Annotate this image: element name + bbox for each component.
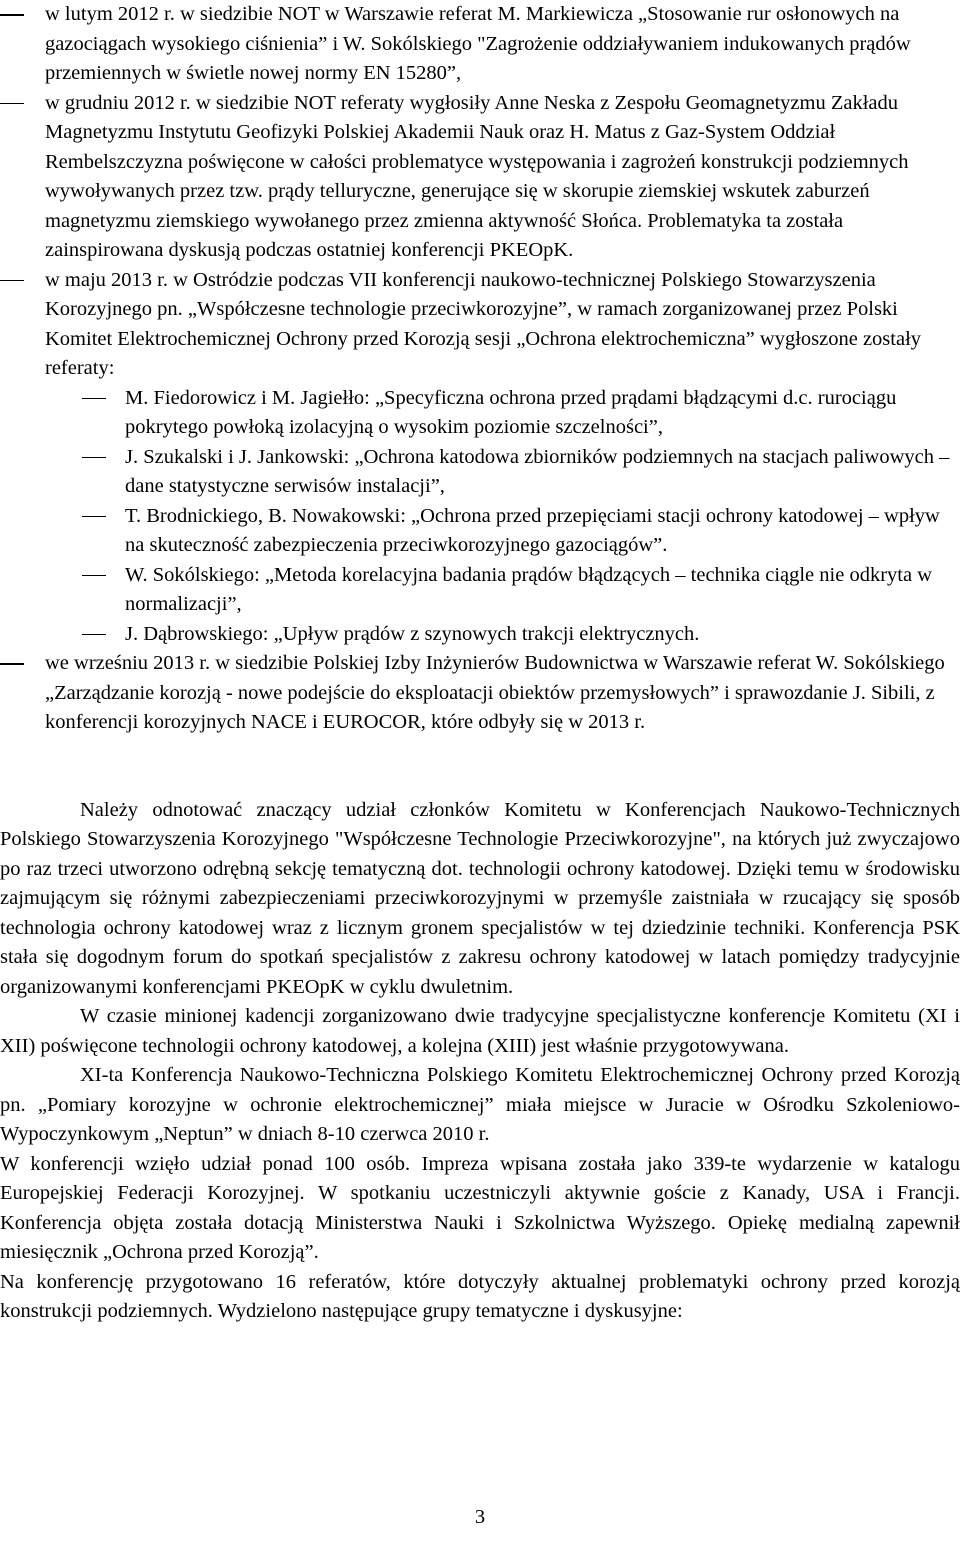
activity-list: [0, 0, 960, 738]
list-item: w grudniu 2012 r. w siedzibie NOT referaty wygłosiły Anne Neska z Zespołu Geomagnetyzmu Zakładu Magnetyzmu Instytutu Geofizyki Polskiej Akademii Nauk oraz H. Matus z Gaz-System Oddział Rembelszczyzna poświęcone w całości problematyce występowania i zagrożeń konstrukcji podziemnych wywoływanych przez tzw. prądy telluryczne, generujące się w skorupie ziemskiej wskutek zaburzeń magnetyzmu ziemskiego wywołanego przez zmienna aktywność Słońca. Problematyka ta została zainspirowana dyskusją podczas ostatniej konferencji PKEOpK.: [0, 89, 960, 266]
sublist-item: J. Dąbrowskiego: „Upływ prądów z szynowych trakcji elektrycznych.: [45, 620, 960, 650]
page-number: 3: [474, 1506, 486, 1528]
sublist-item: M. Fiedorowicz i M. Jagiełło: „Specyficzna ochrona przed prądami błądzącymi d.c. rurociągu pokrytego powłoką izolacyjną o wysokim poziomie szczelności”,: [45, 384, 960, 443]
paragraph: W konferencji wzięło udział ponad 100 osób. Impreza wpisana została jako 339-te wydarzenie w katalogu Europejskiej Federacji Korozyjnej. W spotkaniu uczestniczyli aktywnie goście z Kanady, USA i Francji. Konferencja objęta została dotacją Ministerstwa Nauki i Szkolnictwa Wyższego. Opiekę medialną zapewnił miesięcznik „Ochrona przed Korozją”.: [0, 1152, 960, 1263]
sublist-item: J. Szukalski i J. Jankowski: „Ochrona katodowa zbiorników podziemnych na stacjach paliwowych – dane statystyczne serwisów instalacji”,: [45, 443, 960, 502]
sublist-item: W. Sokólskiego: „Metoda korelacyjna badania prądów błądzących – technika ciągle nie odkryta w normalizacji”,: [45, 561, 960, 620]
list-item-text: w maju 2013 r. w Ostródzie podczas VII konferencji naukowo-technicznej Polskiego Stowarzyszenia Korozyjnego pn. „Współczesne technologie przeciwkorozyjne”, w ramach zorganizowanej przez Polski Komitet Elektrochemicznej Ochrony przed Korozją sesji „Ochrona elektrochemiczna” wygłoszone zostały referaty:: [45, 268, 922, 379]
sublist-item: T. Brodnickiego, B. Nowakowski: „Ochrona przed przepięciami stacji ochrony katodowej – wpływ na skuteczność zabezpieczenia przeciwkorozyjnego gazociągów”.: [45, 502, 960, 561]
papers-sublist: [45, 384, 960, 650]
list-item: [0, 266, 960, 650]
paragraph: W czasie minionej kadencji zorganizowano dwie tradycyjne specjalistyczne konferencje Komitetu (XI i XII) poświęcone technologii ochrony katodowej, a kolejna (XIII) jest właśnie przygotowywana.: [0, 1005, 960, 1057]
list-item: w lutym 2012 r. w siedzibie NOT w Warszawie referat M. Markiewicza „Stosowanie rur osłonowych na gazociągach wysokiego ciśnienia” i W. Sokólskiego "Zagrożenie oddziaływaniem indukowanych prądów przemiennych w świetle nowej normy EN 15280”,: [0, 0, 960, 89]
paragraph: Na konferencję przygotowano 16 referatów, które dotyczyły aktualnej problematyki ochrony przed korozją konstrukcji podziemnych. Wydzielono następujące grupy tematyczne i dyskusyjne:: [0, 1270, 960, 1322]
paragraph: Należy odnotować znaczący udział członków Komitetu w Konferencjach Naukowo-Technicznych Polskiego Stowarzyszenia Korozyjnego "Współczesne Technologie Przeciwkorozyjne", na których już zwyczajowo po raz trzeci utworzono odrębną sekcję tematyczną dot. technologii ochrony katodowej. Dzięki temu w środowisku zajmującym się różnymi zabezpieczeniami przeciwkorozyjnymi w przemyśle zaistniała w rzucający się sposób technologia ochrony katodowej wraz z licznym gronem specjalistów w tej dziedzinie techniki. Konferencja PSK stała się dogodnym forum do spotkań specjalistów z zakresu ochrony katodowej w latach pomiędzy tradycyjnie organizowanymi konferencjami PKEOpK w cyklu dwuletnim.: [0, 798, 960, 998]
paragraph: XI-ta Konferencja Naukowo-Techniczna Polskiego Komitetu Elektrochemicznej Ochrony przed Korozją pn. „Pomiary korozyjne w ochronie elektrochemicznej” miała miejsce w Juracie w Ośrodku Szkoleniowo-Wypoczynkowym „Neptun” w dniach 8-10 czerwca 2010 r.: [0, 1064, 960, 1145]
section-gap: [0, 738, 960, 796]
list-item: we wrześniu 2013 r. w siedzibie Polskiej Izby Inżynierów Budownictwa w Warszawie referat W. Sokólskiego „Zarządzanie korozją - nowe podejście do eksploatacji obiektów przemysłowych” i sprawozdanie J. Sibili, z konferencji korozyjnych NACE i EUROCOR, które odbyły się w 2013 r.: [0, 649, 960, 738]
